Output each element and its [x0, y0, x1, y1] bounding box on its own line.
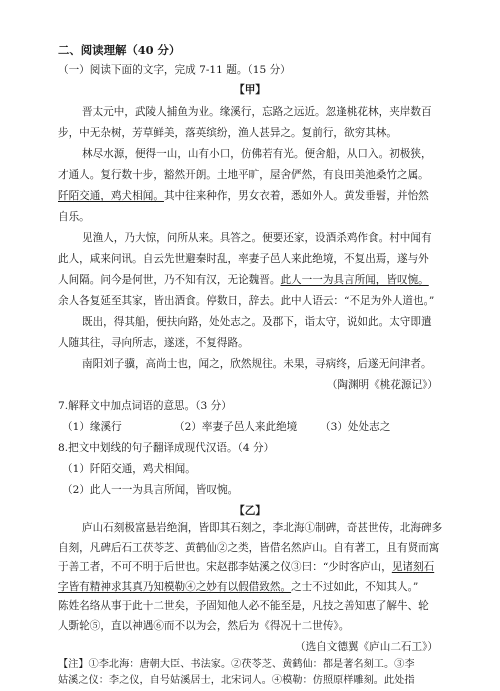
- jia-line-13: 南阳刘子骥，高尚士也，闻之，欣然规往。未果，寻病终，后遂无问津者。: [82, 358, 432, 370]
- yi-source: （选自文德翼《庐山二石工》）: [294, 641, 438, 653]
- jia-line-4: 才通人。复行数十步，豁然开朗。土地平旷，屋舍俨然，有良田美池桑竹之属。: [58, 169, 429, 181]
- yi-line-3-text: 于善工者，不可不明于后世也。宋赵郡李姑溪之仪③曰：“少时客庐山，: [58, 561, 392, 573]
- section-instruction: （一）阅读下面的文字，完成 7-11 题。（15 分）: [58, 64, 291, 76]
- jia-line-10: 余人各复延至其家，皆出酒食。停数日，辞去。此中人语云：“不足为外人道也。”: [58, 295, 435, 307]
- jia-line-11: 既出，得其船，便扶向路，处处志之。及郡下，诣太守，说如此。太守即遣: [82, 316, 432, 328]
- question-8-item-2: （2）此人一一为具言所闻，皆叹惋。: [62, 484, 239, 496]
- jia-line-9: [58, 273, 429, 288]
- underlined-sentence-3b: 字皆有精神求其真乃知模勒④之妙有以假借致然。: [58, 580, 292, 593]
- yi-line-2: 自刻，凡碑后石工茯苓芝、黄鹤仙②之类，皆借名然庐山。自有著工，且有贤而寓: [58, 541, 440, 554]
- question-7-item-1: （1）缘溪行: [62, 421, 122, 433]
- yi-line-4: [58, 580, 418, 595]
- notes-line-1: 【注】①李北海：唐朝大臣、书法家。②茯苓芝、黄鹤仙：都是著名刻工。③李: [58, 659, 415, 670]
- jia-line-5-rest: 其中往来种作，男女衣着，悉如外人。黄发垂髫，并怡然: [163, 190, 429, 202]
- jia-line-6: 自乐。: [58, 211, 90, 223]
- question-8-stem: 8.把文中划线的句子翻译成现代汉语。（4 分）: [58, 442, 275, 454]
- yi-line-6: 人斲轮⑤，直以神遇⑥而不以为会，然后为《得况十二世传》。: [58, 619, 350, 632]
- jia-line-1: 晋太元中，武陵人捕鱼为业。缘溪行，忘路之远近。忽逢桃花林，夹岸数百: [82, 106, 432, 118]
- question-8-item-1: （1）阡陌交通，鸡犬相闻。: [62, 463, 196, 475]
- section-heading: 二、阅读理解（40 分）: [58, 43, 181, 57]
- jia-line-3: 林尽水源，便得一山，山有小口，仿佛若有光。便舍船，从口入。初极狭，: [82, 148, 432, 160]
- passage-yi-title: 【乙】: [234, 505, 266, 517]
- underlined-sentence-1: 阡陌交通，鸡犬相闻。: [58, 190, 164, 202]
- underlined-sentence-2: 此人一一为具言所闻，皆叹惋。: [280, 274, 429, 286]
- question-7-item-3: （3）处处志之: [320, 421, 391, 433]
- jia-line-8: 此人，咸来问讯。自云先世避秦时乱，率妻子邑人来此绝境，不复出焉，遂与外: [58, 253, 429, 265]
- yi-line-5: 陈姓名络从事于此十二世矣，予固知他人必不能至是，凡技之善知恵了解牛、轮: [58, 600, 429, 612]
- question-7-stem: 7.解释文中加点词语的意思。（3 分）: [58, 400, 232, 412]
- jia-line-2: 步，中无杂树，芳草鲜美，落英缤纷，渔人甚异之。复前行，欲穷其林。: [58, 127, 397, 139]
- jia-source: （陶渊明《桃花源记》）: [326, 379, 438, 391]
- question-7-item-2: （2）率妻子邑人来此绝境: [174, 421, 298, 433]
- underlined-sentence-3a: 见诸刻石: [391, 561, 435, 573]
- jia-line-7: 见渔人，乃大惊，问所从来。具答之。便要还家，设酒杀鸡作食。村中闻有: [82, 232, 432, 244]
- notes-line-2: 姑溪之仪：李之仪，自号姑溪居士，北宋词人。④模勒：仿照原样雕刻。此处指: [58, 675, 415, 686]
- yi-line-3: [58, 560, 434, 575]
- yi-line-1: 庐山石刻极富悬岩绝涧，皆即其石刻之，李北海①制碑，奇甚世传，北海碑多: [82, 522, 443, 534]
- jia-line-9-text: 人间隔。问今是何世，乃不知有汉，无论魏晋。: [58, 274, 281, 286]
- jia-line-12: 人随其往，寻向所志，遂迷，不复得路。: [58, 337, 249, 349]
- yi-line-4-rest: 之士不过如此，不知其人。”: [291, 580, 419, 593]
- passage-jia-title: 【甲】: [234, 84, 266, 96]
- jia-line-5: [58, 189, 429, 204]
